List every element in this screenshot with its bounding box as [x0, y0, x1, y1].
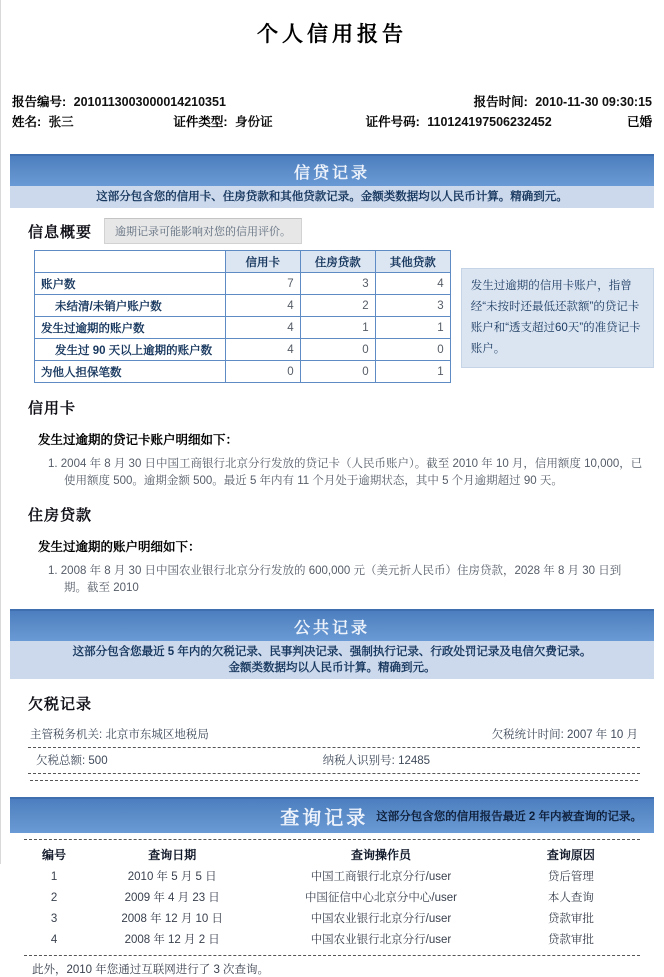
- query-cell: 2010 年 5 月 5 日: [127, 871, 217, 883]
- query-cell: 中国工商银行北京分行/user: [310, 871, 452, 883]
- query-cell: 本人查询: [547, 892, 594, 904]
- query-cell: 贷款审批: [547, 913, 594, 925]
- marital-status: [627, 112, 652, 132]
- credit-card-heading: 信用卡: [28, 400, 77, 417]
- query-table-body: [24, 867, 640, 951]
- tax-arrears-details: [28, 722, 640, 781]
- query-records-section-header: [10, 797, 654, 833]
- tax-total: [36, 752, 323, 768]
- public-records-title: 公共记录: [293, 619, 370, 637]
- summary-col-other-loan: 其他贷款: [375, 251, 450, 273]
- report-time-value: 2010-11-30 09:30:15: [535, 95, 652, 109]
- summary-row-label: 账户数: [35, 273, 226, 295]
- query-cell: 中国农业银行北京分行/user: [310, 934, 452, 946]
- marital-status-value: 已婚: [626, 115, 652, 129]
- summary-table-header-row: [35, 251, 451, 273]
- report-meta: [10, 92, 654, 132]
- summary-table-body: [35, 273, 451, 383]
- tax-stat-time: [492, 726, 638, 742]
- tax-total-value: 500: [88, 755, 108, 767]
- report-time: [474, 92, 652, 112]
- summary-cell-value: 4: [375, 273, 450, 295]
- tax-stat-time-value: 2007 年 10 月: [567, 729, 638, 741]
- credit-records-subtitle: 这部分包含您的信用卡、住房贷款和其他贷款记录。金额类数据均以人民币计算。精确到元。: [10, 186, 654, 208]
- housing-loan-detail-item: 1. 2008 年 8 月 30 日中国农业银行北京分行发放的 600,000 元（美元折人民币）住房贷款，2028 年 8 月 30 日到期。截至 2010: [48, 565, 622, 594]
- summary-cell-value: 4: [225, 317, 300, 339]
- summary-col-credit-card: 信用卡: [225, 251, 300, 273]
- tax-section-divider: [30, 774, 638, 781]
- public-records-section-header: [10, 609, 654, 679]
- query-cell: 中国征信中心北京分中心/user: [304, 892, 458, 904]
- query-table-header-row: [24, 842, 640, 867]
- summary-table-row: [35, 317, 451, 339]
- query-table-row: [24, 867, 640, 888]
- overdue-definition-note: 发生过逾期的信用卡账户，指曾经“未按时还最低还款额”的贷记卡账户和“透支超过60天”的准贷记卡账户。: [461, 268, 654, 368]
- query-col-no: 编号: [42, 848, 67, 862]
- query-cell: 3: [50, 913, 58, 925]
- query-table-row: [24, 888, 640, 909]
- credit-report-page: [1, 0, 664, 977]
- report-number: [12, 92, 226, 112]
- tax-authority: [30, 726, 209, 742]
- meta-row-1: [10, 92, 654, 112]
- taxpayer-id-label: 纳税人识别号:: [322, 755, 395, 767]
- report-number-value: 2010113003000014210351: [73, 95, 226, 109]
- credit-records-section-header: [10, 154, 654, 208]
- tax-arrears-heading: 欠税记录: [28, 696, 93, 713]
- summary-cell-value: 0: [225, 361, 300, 383]
- meta-row-2: [10, 112, 654, 132]
- query-table: [24, 842, 640, 951]
- public-records-bar: [10, 609, 654, 641]
- query-cell: 1: [50, 871, 58, 883]
- summary-cell-value: 1: [375, 361, 450, 383]
- summary-table-row: [35, 273, 451, 295]
- summary-col-housing-loan: 住房贷款: [300, 251, 375, 273]
- tax-row-1: [28, 722, 640, 748]
- query-table-row: [24, 909, 640, 930]
- summary-table-row: [35, 361, 451, 383]
- summary-heading-row: [28, 218, 654, 244]
- report-number-label: 报告编号:: [12, 95, 67, 109]
- summary-cell-value: 2: [300, 295, 375, 317]
- query-cell: 2: [50, 892, 58, 904]
- query-records-bar: [10, 797, 654, 833]
- public-records-subtitle: [10, 641, 654, 679]
- summary-cell-value: 1: [375, 317, 450, 339]
- query-cell: 贷后管理: [547, 871, 594, 883]
- summary-row-label: 为他人担保笔数: [35, 361, 226, 383]
- summary-row-label: 发生过逾期的账户数: [35, 317, 226, 339]
- id-type-value: 身份证: [235, 115, 273, 129]
- credit-records-title: 信贷记录: [293, 164, 370, 182]
- query-cell: 2008 年 12 月 10 日: [121, 913, 224, 925]
- page-title: 个人信用报告: [257, 23, 407, 46]
- query-col-operator: 查询操作员: [350, 848, 411, 862]
- tax-row-2: [28, 748, 640, 774]
- credit-card-detail-item: 1. 2004 年 8 月 30 日中国工商银行北京分行发放的贷记卡（人民币账户）。截至 2010 年 10 月，信用额度 10,000，已使用额度 500。逾期金额 500。最近 5 年内有 11 个月处于逾期状态，其中 5 个月逾期超过 90 天。: [48, 458, 643, 487]
- query-cell: 2009 年 4 月 23 日: [124, 892, 220, 904]
- summary-cell-value: 0: [375, 339, 450, 361]
- name-label: 姓名:: [12, 115, 42, 129]
- summary-cell-value: 3: [375, 295, 450, 317]
- query-table-wrapper: [24, 839, 640, 956]
- id-number-label: 证件号码:: [365, 115, 420, 129]
- query-records-subtitle: 这部分包含您的信用报告最近 2 年内被查询的记录。: [376, 811, 642, 823]
- query-col-reason: 查询原因: [546, 848, 595, 862]
- summary-cell-value: 0: [300, 339, 375, 361]
- summary-table-row: [35, 339, 451, 361]
- public-records-subtitle-line1: 这部分包含您最近 5 年内的欠税记录、民事判决记录、强制执行记录、行政处罚记录及电信欠费记录。: [72, 646, 592, 658]
- query-cell: 2008 年 12 月 2 日: [124, 934, 220, 946]
- query-footer-note: 此外，2010 年您通过互联网进行了 3 次查询。: [32, 964, 270, 976]
- report-time-label: 报告时间:: [473, 95, 528, 109]
- tax-authority-label: 主管税务机关:: [30, 729, 103, 741]
- housing-loan-heading: 住房贷款: [28, 507, 93, 524]
- summary-table-row: [35, 295, 451, 317]
- query-col-date: 查询日期: [148, 848, 197, 862]
- query-cell: 4: [50, 934, 58, 946]
- query-records-title: 查询记录: [280, 807, 369, 829]
- summary-cell-value: 0: [300, 361, 375, 383]
- query-cell: 中国农业银行北京分行/user: [310, 913, 452, 925]
- summary-col-blank: [35, 251, 226, 273]
- id-type-label: 证件类型:: [173, 115, 228, 129]
- summary-table: [34, 250, 451, 383]
- summary-tooltip: 逾期记录可能影响对您的信用评价。: [104, 218, 302, 244]
- name-value: 张三: [48, 115, 74, 129]
- query-table-row: [24, 930, 640, 951]
- id-number-value: 110124197506232452: [427, 115, 552, 129]
- summary-area: [34, 250, 654, 383]
- summary-cell-value: 7: [225, 273, 300, 295]
- summary-cell-value: 4: [225, 295, 300, 317]
- housing-loan-intro: 发生过逾期的账户明细如下：: [38, 540, 201, 554]
- taxpayer-id-value: 12485: [398, 755, 431, 767]
- id-type: [173, 112, 365, 132]
- summary-row-label: 发生过 90 天以上逾期的账户数: [35, 339, 226, 361]
- summary-cell-value: 1: [300, 317, 375, 339]
- tax-authority-value: 北京市东城区地税局: [105, 729, 209, 741]
- tax-stat-time-label: 欠税统计时间:: [491, 729, 564, 741]
- tax-total-label: 欠税总额:: [36, 755, 86, 767]
- summary-cell-value: 3: [300, 273, 375, 295]
- credit-card-intro: 发生过逾期的贷记卡账户明细如下：: [38, 433, 239, 447]
- query-cell: 贷款审批: [547, 934, 594, 946]
- taxpayer-id: [323, 752, 638, 768]
- person-name: [12, 112, 173, 132]
- summary-cell-value: 4: [225, 339, 300, 361]
- public-records-subtitle-line2: 金额类数据均以人民币计算。精确到元。: [228, 662, 436, 674]
- summary-heading: 信息概要: [28, 223, 93, 241]
- id-number: [366, 112, 627, 132]
- credit-records-bar: [10, 154, 654, 186]
- summary-row-label: 未结清/未销户账户数: [35, 295, 226, 317]
